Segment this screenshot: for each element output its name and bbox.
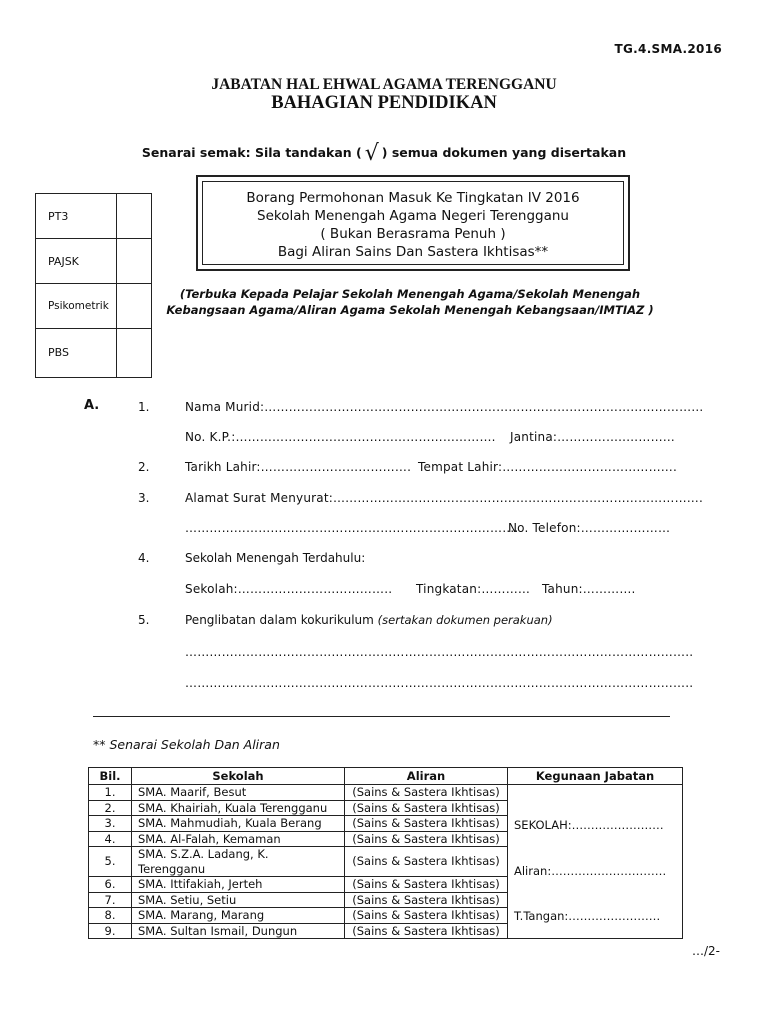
- stream: (Sains & Sastera Ikhtisas): [345, 892, 508, 908]
- checklist-checkbox[interactable]: [116, 239, 151, 283]
- office-use-cell: [508, 785, 683, 939]
- cocurricular-label-text: Penglibatan dalam kokurikulum: [185, 613, 374, 627]
- form-title-line: Sekolah Menengah Agama Negeri Terengganu: [257, 208, 569, 224]
- checklist-label: PT3: [48, 210, 69, 223]
- year-field[interactable]: Tahun:………….: [542, 582, 636, 596]
- eligibility-note: [150, 286, 670, 318]
- row-number: 9.: [89, 923, 132, 939]
- row-number: 5.: [89, 847, 132, 877]
- checklist-instruction-after: ) semua dokumen yang disertakan: [381, 145, 627, 160]
- stream: (Sains & Sastera Ikhtisas): [345, 908, 508, 924]
- cocurricular-label: [185, 613, 553, 627]
- next-page-indicator: …/2-: [691, 944, 720, 958]
- cocurricular-line[interactable]: ……………………………………………………………………………………………………………..: [185, 676, 694, 690]
- school-name: SMA. Sultan Ismail, Dungun: [132, 923, 345, 939]
- eligibility-note-line: Kebangsaan Agama/Aliran Agama Sekolah Menengah Kebangsaan/IMTIAZ ): [166, 303, 654, 317]
- row-number: 1.: [89, 785, 132, 801]
- checklist-row-pt3: [36, 194, 151, 239]
- office-school-field[interactable]: SEKOLAH:……………………: [514, 818, 664, 832]
- birth-date-field[interactable]: Tarikh Lahir:……………………………….: [185, 460, 412, 474]
- item-number: 1.: [138, 400, 150, 414]
- form-title-line: ( Bukan Berasrama Penuh ): [320, 226, 506, 242]
- previous-school-label: Sekolah Menengah Terdahulu:: [185, 551, 366, 565]
- form-title-line: Bagi Aliran Sains Dan Sastera Ikhtisas**: [277, 244, 549, 260]
- checklist-row-pbs: [36, 329, 151, 377]
- checklist-row-pajsk: [36, 239, 151, 284]
- stream: (Sains & Sastera Ikhtisas): [345, 923, 508, 939]
- checklist-checkbox[interactable]: [116, 284, 151, 328]
- row-number: 4.: [89, 831, 132, 847]
- stream: (Sains & Sastera Ikhtisas): [345, 816, 508, 832]
- school-name: SMA. S.Z.A. Ladang, K. Terengganu: [132, 847, 345, 877]
- school-name: SMA. Ittifakiah, Jerteh: [132, 877, 345, 893]
- column-header: Bil.: [89, 768, 132, 785]
- stream: (Sains & Sastera Ikhtisas): [345, 800, 508, 816]
- checklist-label: Psikometrik: [48, 300, 109, 312]
- document-checklist: [35, 193, 152, 378]
- row-number: 6.: [89, 877, 132, 893]
- form-title-box: [196, 175, 630, 271]
- phone-field[interactable]: No. Telefon:………….………: [508, 521, 671, 535]
- row-number: 2.: [89, 800, 132, 816]
- stream: (Sains & Sastera Ikhtisas): [345, 847, 508, 877]
- checklist-checkbox[interactable]: [116, 329, 151, 377]
- checklist-row-psikometrik: [36, 284, 151, 329]
- stream: (Sains & Sastera Ikhtisas): [345, 877, 508, 893]
- form-title-line: Borang Permohonan Masuk Ke Tingkatan IV 2016: [246, 190, 580, 206]
- row-number: 8.: [89, 908, 132, 924]
- student-name-field[interactable]: Nama Murid:………………………………………………………………………………………………: [185, 400, 704, 414]
- mailing-address-field[interactable]: Alamat Surat Menyurat:……………………………………………………………………………….: [185, 491, 703, 505]
- table-header-row: [89, 768, 683, 785]
- checklist-label: PAJSK: [48, 255, 79, 268]
- school-name: SMA. Mahmudiah, Kuala Berang: [132, 816, 345, 832]
- office-signature-field[interactable]: T.Tangan:……………………: [514, 909, 661, 923]
- form-level-field[interactable]: Tingkatan:…………: [416, 582, 531, 596]
- school-name: SMA. Maarif, Besut: [132, 785, 345, 801]
- checklist-checkbox[interactable]: [116, 194, 151, 238]
- division-title: BAHAGIAN PENDIDIKAN: [271, 93, 497, 113]
- row-number: 7.: [89, 892, 132, 908]
- item-number: 3.: [138, 491, 150, 505]
- ic-number-field[interactable]: No. K.P.:……………………………………………………….: [185, 430, 496, 444]
- stream: (Sains & Sastera Ikhtisas): [345, 785, 508, 801]
- gender-field[interactable]: Jantina:……………..…………: [510, 430, 675, 444]
- stream: (Sains & Sastera Ikhtisas): [345, 831, 508, 847]
- school-list-title: ** Senarai Sekolah Dan Aliran: [93, 737, 280, 752]
- school-name: SMA. Setiu, Setiu: [132, 892, 345, 908]
- tick-mark-icon: √: [364, 141, 379, 166]
- eligibility-note-line: (Terbuka Kepada Pelajar Sekolah Menengah Agama/Sekolah Menengah: [179, 287, 641, 301]
- table-row: [89, 785, 683, 801]
- department-title: JABATAN HAL EHWAL AGAMA TERENGGANU: [211, 76, 557, 93]
- item-number: 2.: [138, 460, 150, 474]
- school-name: SMA. Khairiah, Kuala Terengganu: [132, 800, 345, 816]
- section-letter: A.: [84, 398, 100, 413]
- school-name: SMA. Al-Falah, Kemaman: [132, 831, 345, 847]
- checklist-label: PBS: [48, 346, 69, 359]
- column-header: Aliran: [345, 768, 508, 785]
- row-number: 3.: [89, 816, 132, 832]
- cocurricular-line[interactable]: ……………………………………………………………………………………………………………..: [185, 645, 694, 659]
- item-number: 5.: [138, 613, 150, 627]
- checklist-instruction-before: Senarai semak: Sila tandakan (: [141, 145, 362, 160]
- checklist-instruction: [0, 138, 768, 166]
- column-header: Kegunaan Jabatan: [508, 768, 683, 785]
- school-list-table: [88, 767, 683, 939]
- item-number: 4.: [138, 551, 150, 565]
- form-title-inner: [202, 181, 624, 265]
- mailing-address-line2[interactable]: ……………………………………………………………………….: [185, 521, 519, 535]
- school-field[interactable]: Sekolah:………………………………..: [185, 582, 393, 596]
- section-divider: [93, 716, 670, 717]
- cocurricular-note: (sertakan dokumen perakuan): [377, 613, 553, 627]
- school-name: SMA. Marang, Marang: [132, 908, 345, 924]
- column-header: Sekolah: [132, 768, 345, 785]
- office-stream-field[interactable]: Aliran:…………………………: [514, 864, 667, 878]
- birth-place-field[interactable]: Tempat Lahir:…………………………………….: [418, 460, 678, 474]
- reference-code: TG.4.SMA.2016: [614, 42, 722, 56]
